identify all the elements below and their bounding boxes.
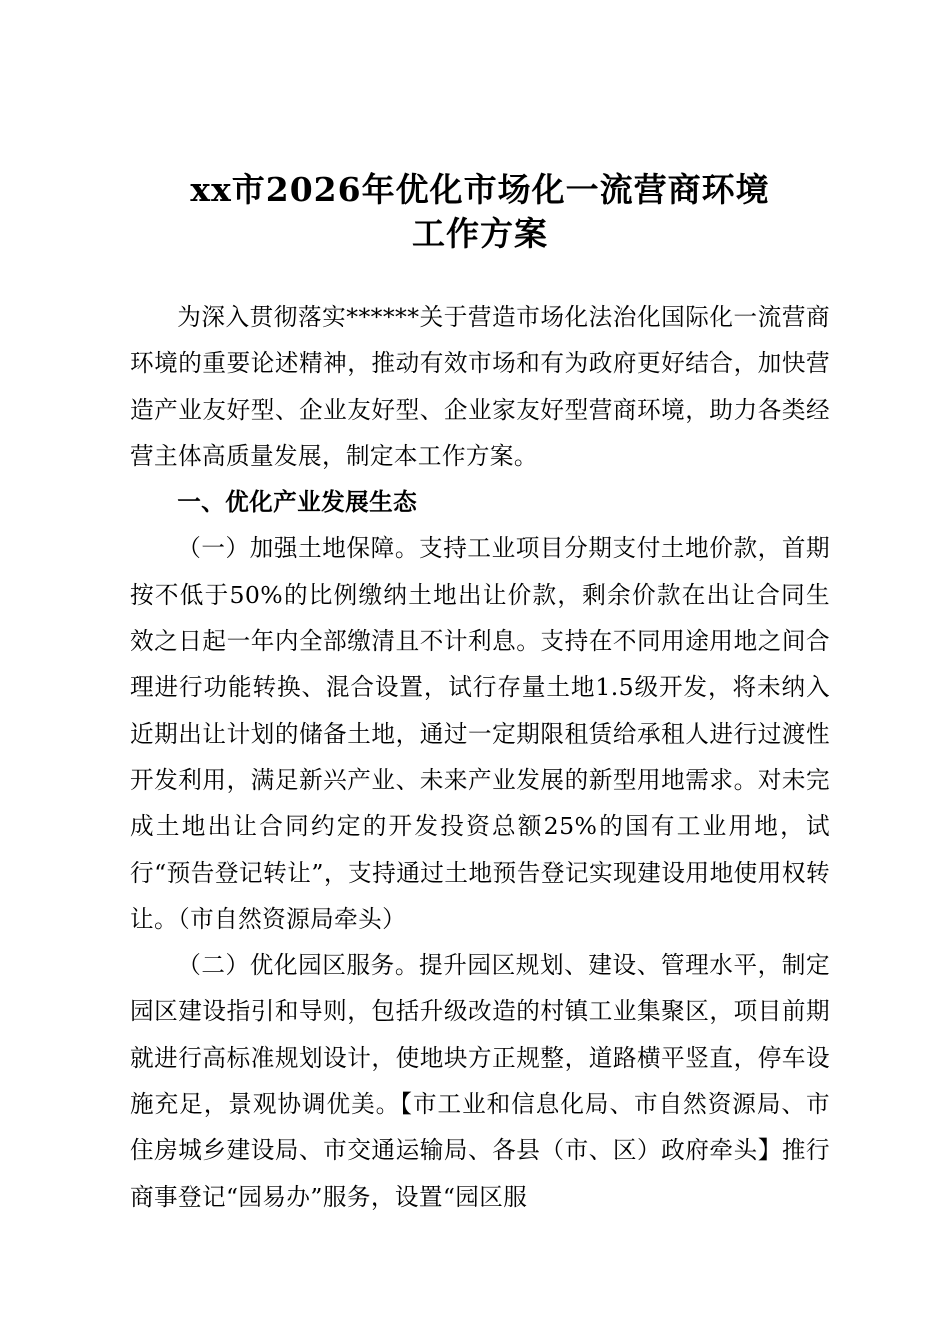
document-body <box>130 294 830 1220</box>
title-line-2: 工作方案 <box>412 214 548 253</box>
document-page <box>130 168 830 1220</box>
item-paragraph-1 <box>130 525 830 942</box>
item-2-lead: （二）优化园区服务。 <box>177 951 420 980</box>
item-2-text: 提升园区规划、建设、管理水平，制定园区建设指引和导则，包括升级改造的村镇工业集聚区，项目前期就进行高标准规划设计，使地块方正规整，道路横平竖直，停车设施充足，景观协调优美。【市工业和信息化局、市自然资源局、市住房城乡建设局、市交通运输局、各县（市、区）政府牵头】推行商事登记“园易办”服务，设置“园区服 <box>130 951 830 1211</box>
document-title <box>130 168 830 256</box>
item-1-lead: （一）加强土地保障。 <box>177 534 420 563</box>
title-line-1: xx市2026年优化市场化一流营商环境 <box>190 170 770 209</box>
section-heading-1: 一、优化产业发展生态 <box>177 488 418 517</box>
intro-paragraph: 为深入贯彻落实******关于营造市场化法治化国际化一流营商环境的重要论述精神，推动有效市场和有为政府更好结合，加快营造产业友好型、企业友好型、企业家友好型营商环境，助力各类经营主体高质量发展，制定本工作方案。 <box>130 303 830 470</box>
item-paragraph-2 <box>130 942 830 1220</box>
item-1-text: 支持工业项目分期支付土地价款，首期按不低于50%的比例缴纳土地出让价款，剩余价款在出让合同生效之日起一年内全部缴清且不计利息。支持在不同用途用地之间合理进行功能转换、混合设置，试行存量土地1.5级开发，将未纳入近期出让计划的储备土地，通过一定期限租赁给承租人进行过渡性开发利用，满足新兴产业、未来产业发展的新型用地需求。对未完成土地出让合同约定的开发投资总额25%的国有工业用地，试行“预告登记转让”，支持通过土地预告登记实现建设用地使用权转让。（市自然资源局牵头） <box>130 534 830 933</box>
